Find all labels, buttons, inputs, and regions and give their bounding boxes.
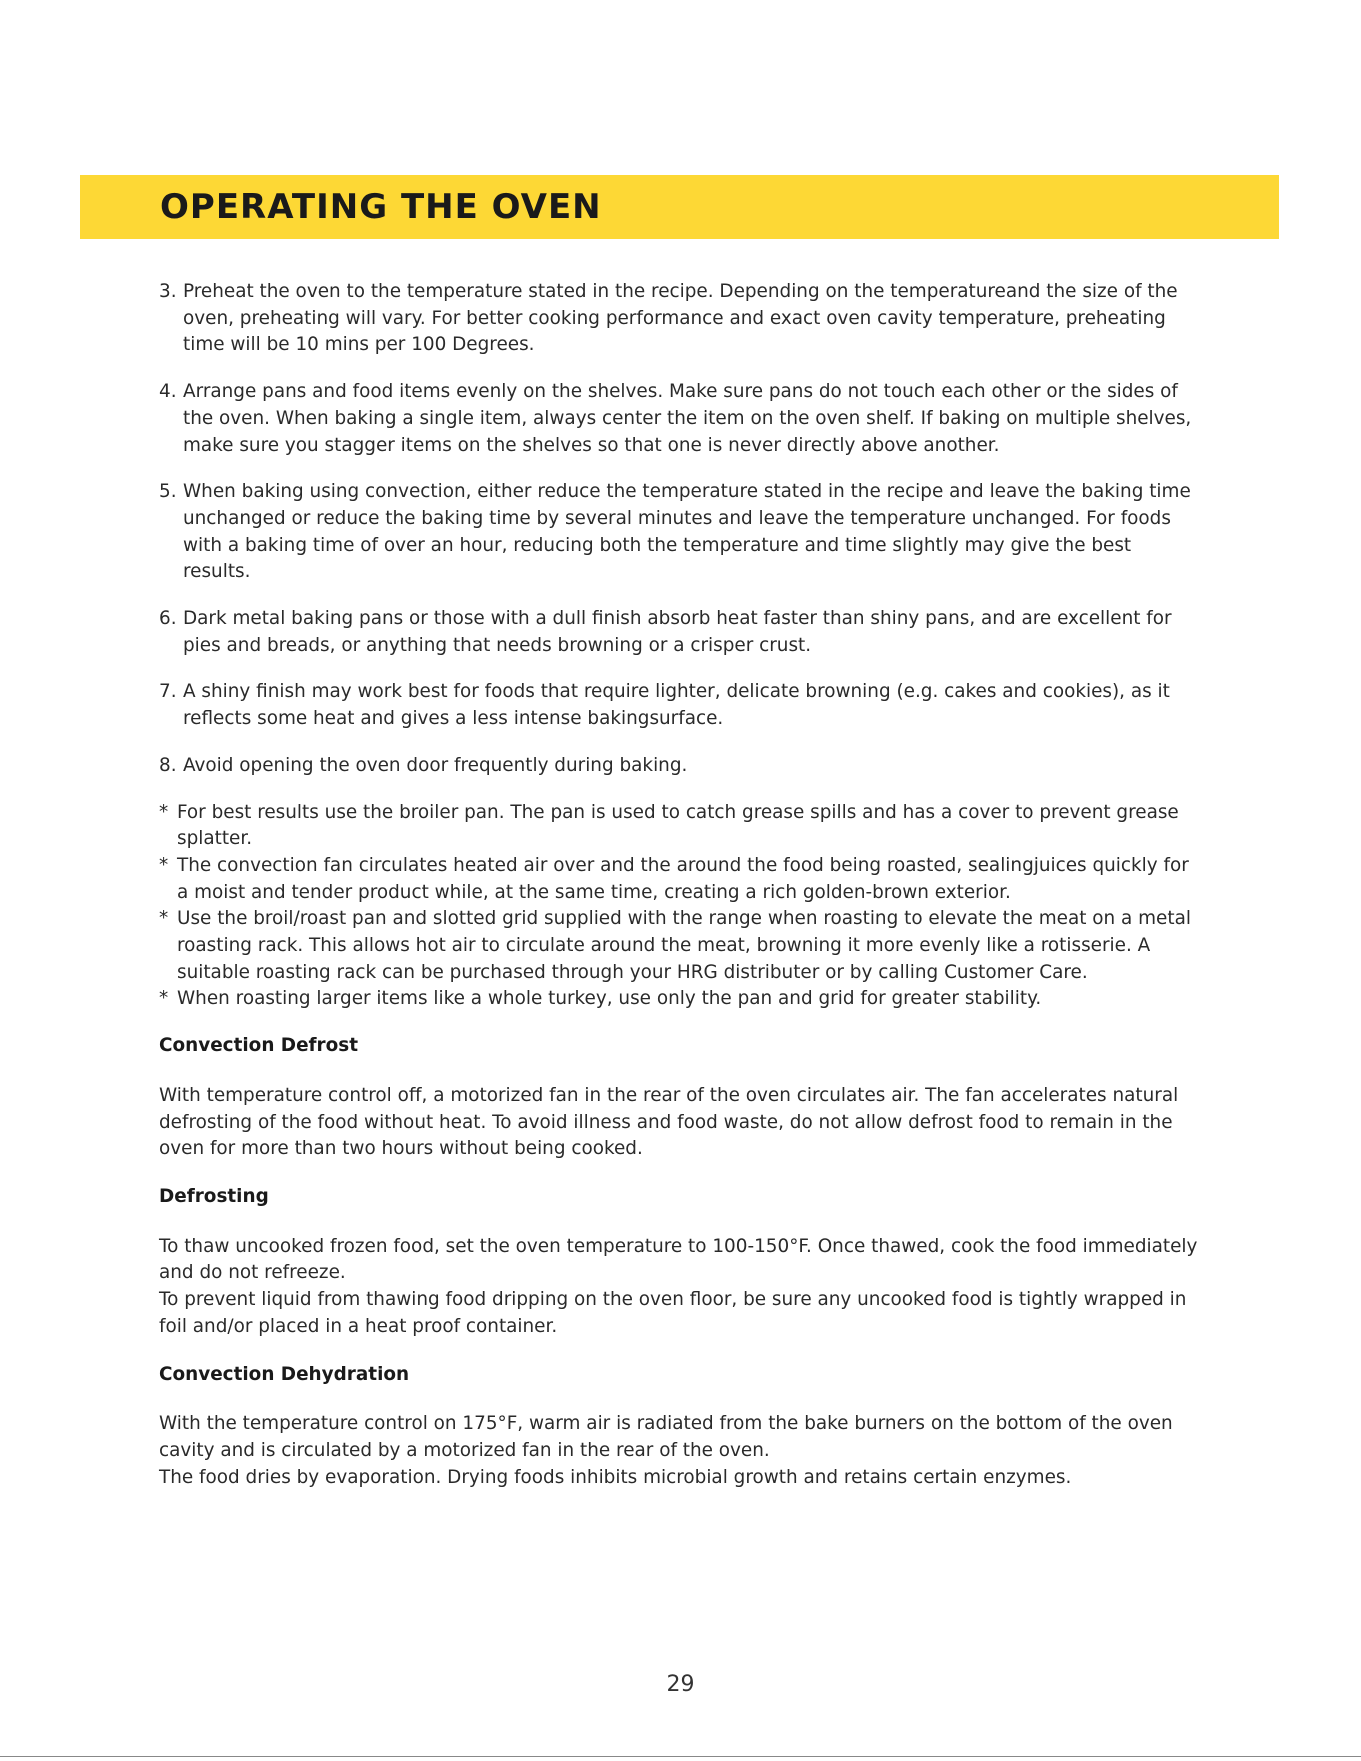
numbered-item (159, 679, 1199, 732)
numbered-item (159, 279, 1199, 359)
list-item (159, 906, 1199, 986)
item-text: Arrange pans and food items evenly on the shelves. Make sure pans do not touch each other or the sides of the oven. When baking a single item, always center the item on the oven shelf. If baking on multiple shelves, make sure you stagger items on the shelves so that one is never directly above another. (183, 381, 1192, 456)
section-heading: Convection Defrost (159, 1035, 358, 1057)
numbered-list (159, 279, 1199, 780)
bullet-mark: * (159, 988, 169, 1010)
numbered-item (159, 379, 1199, 459)
list-item-text: When roasting larger items like a whole turkey, use only the pan and grid for greater stability. (177, 988, 1042, 1010)
numbered-item (159, 753, 1199, 780)
section-paragraph: To prevent liquid from thawing food dripping on the oven floor, be sure any uncooked food is tightly wrapped in foil and/or placed in a heat proof container. (159, 1289, 1187, 1337)
list-item (159, 853, 1199, 906)
item-number: 7. (159, 681, 177, 703)
bottom-divider (0, 1756, 1361, 1757)
bullet-mark: * (159, 854, 169, 876)
section-convection-defrost (159, 1033, 1199, 1163)
item-number: 8. (159, 754, 177, 776)
item-number: 6. (159, 608, 177, 630)
item-text: Dark metal baking pans or those with a dull finish absorb heat faster than shiny pans, and are excellent for pies and breads, or anything that needs browning or a crisper crust. (183, 608, 1172, 656)
section-paragraph: The food dries by evaporation. Drying foods inhibits microbial growth and retains certain enzymes. (159, 1466, 1072, 1488)
section-heading: Convection Dehydration (159, 1363, 410, 1385)
bullet-mark: * (159, 801, 169, 823)
item-text: When baking using convection, either reduce the temperature stated in the recipe and leave the baking time unchanged or reduce the baking time by several minutes and leave the temperature unchanged. For foods with a baking time of over an hour, reducing both the temperature and time slightly may give the best results. (183, 481, 1191, 583)
list-item-text: Use the broil/roast pan and slotted grid supplied with the range when roasting to elevate the meat on a metal roasting rack. This allows hot air to circulate around the meat, browning it more evenly like a rotisserie. A suitable roasting rack can be purchased through your HRG distributer or by calling Customer Care. (177, 908, 1191, 983)
item-text: A shiny finish may work best for foods that require lighter, delicate browning (e.g. cakes and cookies), as it reflects some heat and gives a less intense bakingsurface. (183, 681, 1170, 730)
section-heading: Defrosting (159, 1185, 269, 1207)
item-text: Avoid opening the oven door frequently during baking. (183, 754, 688, 776)
item-number: 5. (159, 481, 177, 503)
list-item-text: The convection fan circulates heated air over and the around the food being roasted, sealingjuices quickly for a moist and tender product while, at the same time, creating a rich golden-brown exterior. (177, 854, 1189, 903)
item-text: Preheat the oven to the temperature stated in the recipe. Depending on the temperatureand the size of the oven, preheating will vary. For better cooking performance and exact oven cavity temperature, preheating time will be 10 mins per 100 Degrees. (183, 281, 1178, 356)
page-number: 29 (666, 1672, 695, 1697)
main-content (159, 279, 1199, 1491)
item-number: 3. (159, 281, 177, 302)
section-paragraph: With temperature control off, a motorized fan in the rear of the oven circulates air. The fan accelerates natural defrosting of the food without heat. To avoid illness and food waste, do not allow defrost food to remain in the oven for more than two hours without being cooked. (159, 1084, 1179, 1160)
item-number: 4. (159, 381, 177, 403)
bullet-mark: * (159, 908, 169, 930)
section-paragraph: To thaw uncooked frozen food, set the oven temperature to 100-150°F. Once thawed, cook the food immediately and do not refreeze. (159, 1235, 1198, 1284)
section-defrosting (159, 1184, 1199, 1341)
section-convection-dehydration (159, 1362, 1199, 1492)
page-title: OPERATING THE OVEN (160, 187, 602, 227)
numbered-item (159, 606, 1199, 659)
list-item (159, 800, 1199, 853)
list-item (159, 986, 1199, 1013)
header-banner (80, 175, 1279, 239)
section-paragraph: With the temperature control on 175°F, warm air is radiated from the bake burners on the bottom of the oven cavity and is circulated by a motorized fan in the rear of the oven. (159, 1413, 1173, 1461)
list-item-text: For best results use the broiler pan. The pan is used to catch grease spills and has a cover to prevent grease splatter. (177, 801, 1179, 850)
tips-list (159, 800, 1199, 1014)
numbered-item (159, 479, 1199, 586)
